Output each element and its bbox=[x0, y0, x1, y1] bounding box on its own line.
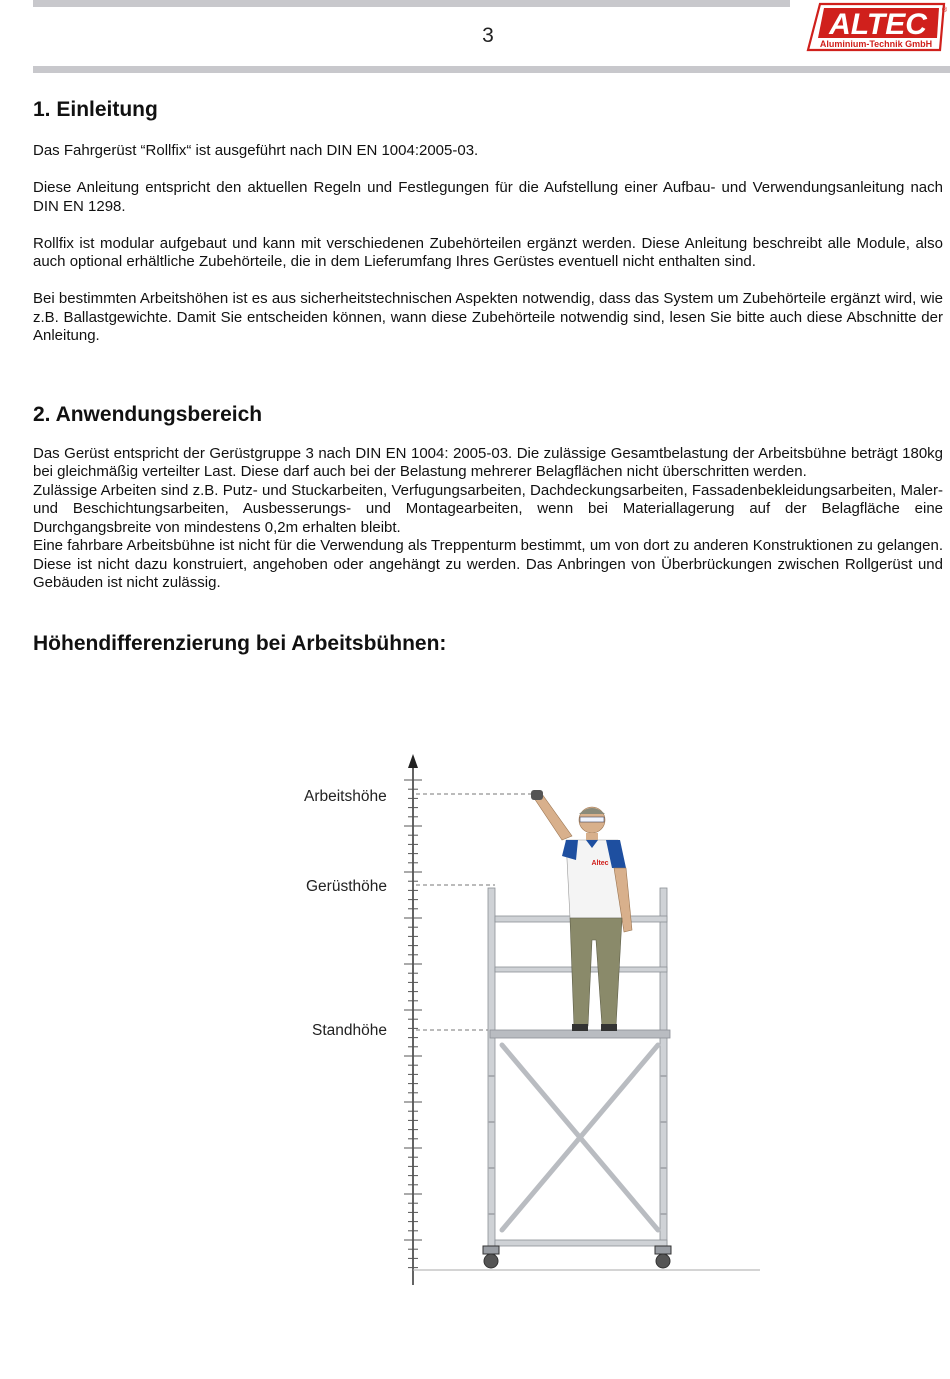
worker-tool-icon bbox=[531, 790, 543, 800]
paragraph: Bei bestimmten Arbeitshöhen ist es aus sicherheitstechnischen Aspekten notwendig, dass das System um Zubehörteile ergänzt wird, wie z.B. Ballastgewichte. Damit Sie entscheiden können, wann diese Zubehörteile notwendig sind, lesen Sie bitte auch diese Abschnitte der Anleitung. bbox=[33, 290, 943, 344]
paragraph: Diese Anleitung entspricht den aktuellen Regeln und Festlegungen für die Aufstellung einer Aufbau- und Verwendungsanleitung nach DIN EN 1298. bbox=[33, 179, 943, 215]
paragraph: Eine fahrbare Arbeitsbühne ist nicht für die Verwendung als Treppenturm bestimmt, um von dort zu anderen Konstruktionen zu gelangen. Diese ist nicht dazu konstruiert, angehoben oder angehängt zu werden. Das Anbringen von Überbrückungen zwischen Rollgerüst und Gebäuden ist nicht zulässig. bbox=[33, 537, 943, 591]
worker-shoe-left bbox=[572, 1024, 588, 1031]
worker-goggles-icon bbox=[580, 817, 604, 822]
paragraph: Zulässige Arbeiten sind z.B. Putz- und Stuckarbeiten, Verfugungsarbeiten, Dachdeckungsarbeiten, Fassadenbekleidungsarbeiten, Maler- und Beschichtungsarbeiten, Ausbesserungs- und Montagearbeiten, wenn bei Materiallagerung auf der Belagfläche eine Durchgangsbreite von mindestens 0,2m erhalten bleibt. bbox=[33, 481, 943, 536]
header-rule-top bbox=[33, 0, 790, 7]
altec-logo bbox=[806, 2, 946, 52]
worker-cap bbox=[579, 808, 605, 814]
worker-shoe-right bbox=[601, 1024, 617, 1031]
paragraph: Das Gerüst entspricht der Gerüstgruppe 3 nach DIN EN 1004: 2005-03. Die zulässige Gesamtbelastung der Arbeitsbühne beträgt 180kg bei gleichmäßig verteilter Last. Diese darf auch bei der Belastung mehrerer Belagflächen nicht überschritten werden. bbox=[33, 444, 943, 480]
paragraph: Das Fahrgerüst “Rollfix“ ist ausgeführt nach DIN EN 1004:2005-03. bbox=[33, 142, 479, 159]
logo-brand: ALTEC bbox=[829, 8, 927, 41]
scaffold-post-left bbox=[488, 888, 495, 1260]
page-number: 3 bbox=[482, 24, 494, 47]
rung-marks bbox=[488, 1076, 667, 1214]
scaffold-post-right bbox=[660, 888, 667, 1260]
label-geruesthoehe: Gerüsthöhe bbox=[306, 878, 387, 895]
label-standhoehe: Standhöhe bbox=[312, 1022, 387, 1039]
worker-shirt-logo: Altec bbox=[591, 860, 609, 867]
heading-hoehendifferenzierung: Höhendifferenzierung bei Arbeitsbühnen: bbox=[33, 631, 447, 655]
worker-sleeve-left bbox=[562, 840, 578, 860]
header-rule-bottom bbox=[33, 66, 950, 73]
diagonal-braces bbox=[502, 1045, 658, 1230]
worker-arm-raised bbox=[534, 794, 572, 840]
worker-figure bbox=[531, 790, 632, 1031]
heading-einleitung: 1. Einleitung bbox=[33, 98, 158, 121]
label-arbeitshoehe: Arbeitshöhe bbox=[304, 788, 387, 805]
bottom-rail bbox=[495, 1240, 667, 1246]
logo-tagline: Aluminium-Technik GmbH bbox=[819, 39, 933, 49]
page-content bbox=[33, 96, 943, 658]
working-platform bbox=[490, 1030, 670, 1038]
castor-wheels bbox=[483, 1246, 671, 1268]
logo-registered: ® bbox=[942, 7, 948, 14]
paragraph: Rollfix ist modular aufgebaut und kann mit verschiedenen Zubehörteilen ergänzt werden. Diese Anleitung beschreibt alle Module, also auch optional erhältliche Zubehörteile, die in dem Lieferumfang Ihres Gerüstes eventuell nicht enthalten sind. bbox=[33, 234, 943, 270]
axis-arrow-icon bbox=[408, 754, 418, 768]
scaffold-illustration bbox=[290, 740, 770, 1340]
heading-anwendungsbereich: 2. Anwendungsbereich bbox=[33, 402, 263, 426]
